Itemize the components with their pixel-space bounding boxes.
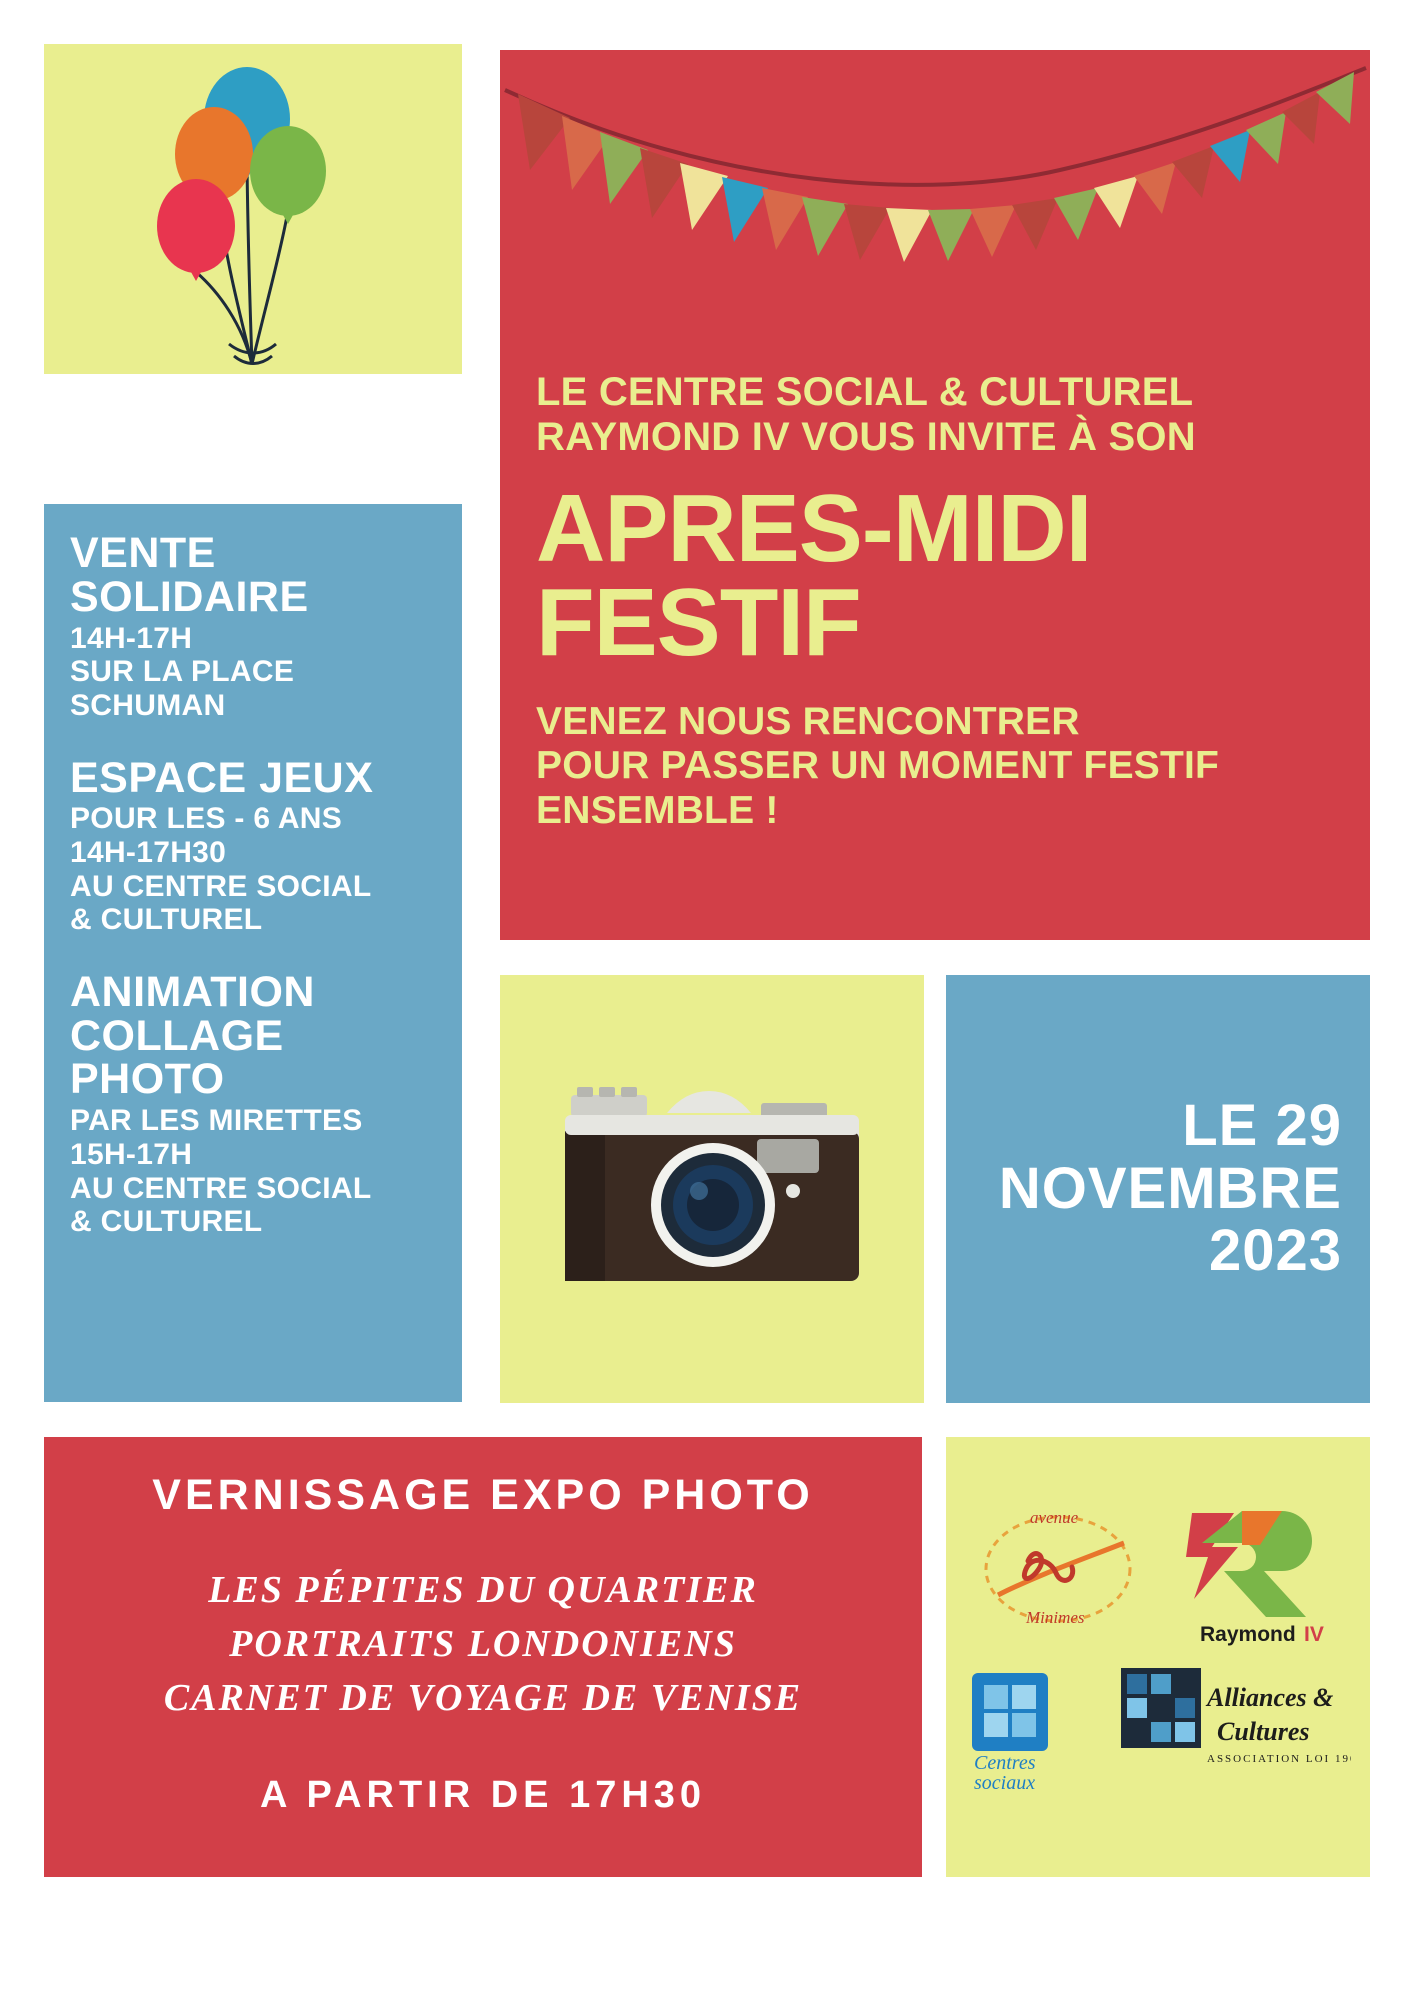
info-group-animation-collage-photo <box>70 967 436 1239</box>
svg-text:Raymond: Raymond <box>1200 1623 1296 1646</box>
info-panel <box>44 504 462 1402</box>
vernissage-title: VERNISSAGE EXPO PHOTO <box>152 1471 814 1519</box>
hero-kicker: LE CENTRE SOCIAL & CULTUREL RAYMOND IV VOUS INVITE À SON <box>536 370 1196 459</box>
avenue-minimes-logo-icon <box>968 1499 1148 1639</box>
info-line: AU CENTRE SOCIAL <box>70 1171 372 1205</box>
info-line: POUR LES - 6 ANS <box>70 802 343 836</box>
info-line: 14H-17H <box>70 621 193 655</box>
event-date-line-1: LE 29 <box>1182 1093 1342 1159</box>
expo-item: LES PÉPITES DU QUARTIER <box>208 1569 758 1611</box>
event-date <box>999 1095 1342 1283</box>
camera-panel <box>500 975 924 1403</box>
hero-note-line-1: VENEZ NOUS RENCONTRER <box>536 699 1080 743</box>
info-heading: ANIMATION COLLAGE PHOTO <box>70 967 315 1104</box>
vernissage-expo-list <box>64 1564 902 1726</box>
info-line: 14H-17H30 <box>70 835 227 869</box>
hero-title-line-1: APRES-MIDI <box>536 474 1092 582</box>
info-line: AU CENTRE SOCIAL <box>70 869 372 903</box>
logos-panel <box>946 1437 1370 1877</box>
event-date-line-3: 2023 <box>1208 1218 1342 1284</box>
hero-note-line-2: POUR PASSER UN MOMENT FESTIF <box>536 744 1220 788</box>
alliances-cultures-logo-icon <box>1121 1662 1351 1797</box>
svg-text:sociaux: sociaux <box>974 1772 1036 1794</box>
info-line: & CULTUREL <box>70 1205 263 1239</box>
info-line: SUR LA PLACE <box>70 655 295 689</box>
hero-title <box>536 474 1340 676</box>
info-line: SCHUMAN <box>70 688 226 722</box>
hero-note-line-3: ENSEMBLE ! <box>536 788 779 832</box>
expo-item: CARNET DE VOYAGE DE VENISE <box>163 1676 803 1719</box>
info-group-espace-jeux <box>70 753 436 937</box>
vernissage-panel <box>44 1437 922 1877</box>
balloons-illustration <box>44 44 462 374</box>
logo-raymond-iv <box>1164 1495 1344 1655</box>
logo-centres-sociaux <box>968 1665 1118 1795</box>
info-heading: VENTE SOLIDAIRE <box>70 529 309 621</box>
date-panel <box>946 975 1370 1403</box>
expo-item: PORTRAITS LONDONIENS <box>229 1622 737 1665</box>
info-line: & CULTUREL <box>70 903 263 937</box>
info-group-vente-solidaire <box>70 529 436 723</box>
svg-text:avenue: avenue <box>1030 1508 1079 1527</box>
info-line: PAR LES MIRETTES <box>70 1104 363 1138</box>
svg-text:ASSOCIATION LOI 1901: ASSOCIATION LOI 1901 <box>1207 1753 1351 1765</box>
info-line: 15H-17H <box>70 1137 193 1171</box>
svg-text:Alliances &: Alliances & <box>1207 1683 1334 1712</box>
logo-avenue-minimes <box>968 1499 1148 1639</box>
logo-alliances-cultures <box>1121 1662 1351 1797</box>
hero-note <box>536 700 1340 833</box>
svg-text:Cultures: Cultures <box>1217 1717 1310 1746</box>
info-heading: ESPACE JEUX <box>70 753 374 802</box>
bunting-flags-illustration <box>500 50 1370 340</box>
svg-text:IV: IV <box>1304 1623 1324 1646</box>
svg-text:Centres: Centres <box>974 1752 1036 1774</box>
camera-illustration <box>547 1079 877 1299</box>
hero-panel <box>500 50 1370 940</box>
hero-text-block <box>536 370 1340 833</box>
vernissage-time: A PARTIR DE 17H30 <box>259 1773 707 1816</box>
centres-sociaux-logo-icon <box>968 1665 1118 1795</box>
event-date-line-2: NOVEMBRE <box>998 1155 1342 1221</box>
hero-title-line-2: FESTIF <box>536 568 861 676</box>
raymond-iv-logo-icon <box>1164 1495 1344 1655</box>
balloons-panel <box>44 44 462 374</box>
svg-text:Minimes: Minimes <box>1026 1608 1085 1627</box>
